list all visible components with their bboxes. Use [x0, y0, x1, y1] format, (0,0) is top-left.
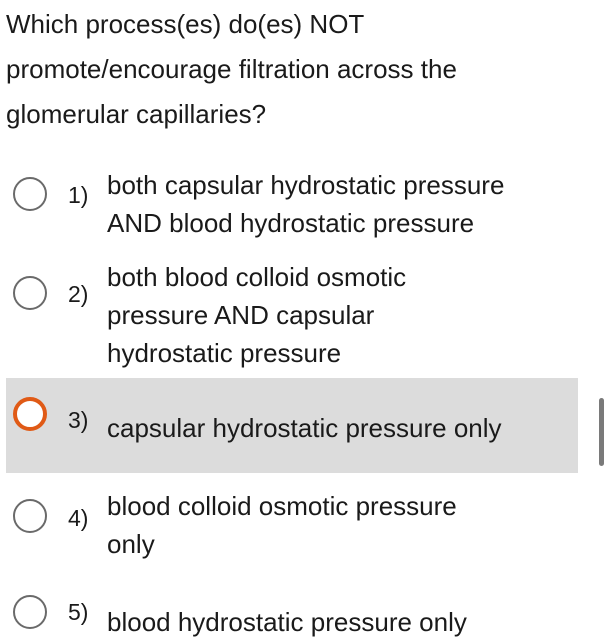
option-text-3	[107, 409, 577, 447]
option-number-5: 5)	[68, 599, 89, 625]
question-line: Which process(es) do(es) NOT	[6, 9, 365, 39]
radio-button-1[interactable]	[13, 177, 47, 211]
option-line: AND blood hydrostatic pressure	[107, 208, 475, 238]
radio-button-5[interactable]	[13, 595, 47, 629]
answer-option-2[interactable]	[6, 256, 578, 372]
option-line: hydrostatic pressure	[107, 338, 342, 368]
option-line: both blood colloid osmotic	[107, 262, 407, 292]
option-line: both capsular hydrostatic pressure	[107, 170, 505, 200]
answer-option-4[interactable]	[6, 484, 578, 564]
answer-option-3[interactable]	[6, 378, 578, 473]
scrollbar[interactable]	[599, 398, 604, 466]
question-line: glomerular capillaries?	[6, 99, 267, 129]
radio-button-2[interactable]	[13, 276, 47, 310]
option-text-4	[107, 487, 577, 563]
option-number-3: 3)	[68, 407, 89, 433]
radio-button-3-selected[interactable]	[13, 397, 47, 431]
option-number-1: 1)	[68, 182, 89, 208]
option-line: pressure AND capsular	[107, 300, 375, 330]
answer-option-5[interactable]	[6, 586, 578, 638]
option-text-5	[107, 603, 577, 641]
option-line: capsular hydrostatic pressure only	[107, 413, 502, 443]
radio-button-4[interactable]	[13, 499, 47, 533]
option-line: blood colloid osmotic pressure	[107, 491, 457, 521]
question-text	[6, 0, 596, 137]
answer-option-1[interactable]	[6, 164, 578, 244]
option-text-1	[107, 166, 577, 242]
option-line: blood hydrostatic pressure only	[107, 607, 467, 637]
option-text-2	[107, 258, 577, 372]
question-line: promote/encourage filtration across the	[6, 54, 457, 84]
option-number-2: 2)	[68, 281, 89, 307]
option-line: only	[107, 529, 155, 559]
option-number-4: 4)	[68, 505, 89, 531]
